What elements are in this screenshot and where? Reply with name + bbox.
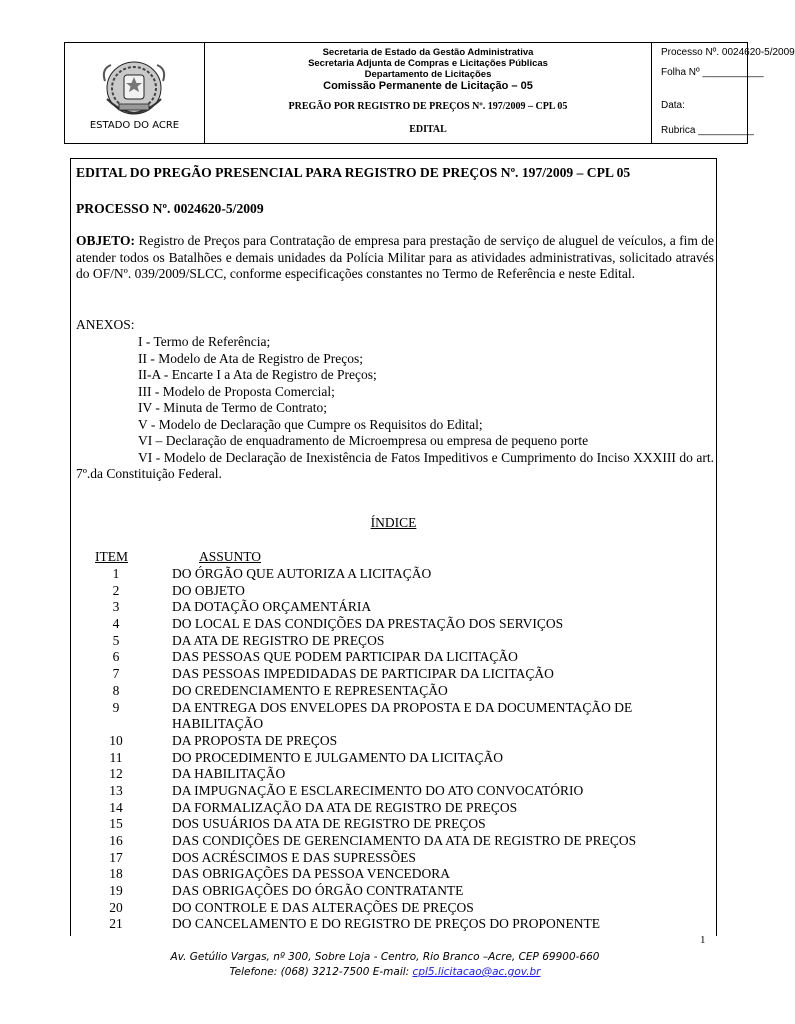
toc-row xyxy=(71,816,716,833)
table-of-contents xyxy=(71,566,716,933)
toc-row xyxy=(71,866,716,883)
toc-row xyxy=(71,583,716,600)
toc-item-header: ITEM xyxy=(95,549,128,564)
toc-title: DO OBJETO xyxy=(172,582,245,598)
pregao-title: PREGÃO POR REGISTRO DE PREÇOS Nº. 197/2009 – CPL 05 xyxy=(288,101,568,112)
state-name: ESTADO DO ACRE xyxy=(89,120,180,131)
toc-title: DA HABILITAÇÃO xyxy=(172,766,286,782)
anexo-item: II - Modelo de Ata de Registro de Preços; xyxy=(138,350,363,366)
toc-number: 4 xyxy=(112,616,120,632)
rubrica-field: Rubrica __________ xyxy=(661,125,754,136)
toc-number: 21 xyxy=(109,916,123,932)
toc-row xyxy=(71,733,716,750)
toc-row xyxy=(71,800,716,817)
toc-title: DAS PESSOAS IMPEDIDADAS DE PARTICIPAR DA LICITAÇÃO xyxy=(172,666,554,682)
agency-line-1: Secretaria de Estado da Gestão Administrativa xyxy=(322,47,534,58)
toc-number: 8 xyxy=(112,682,120,698)
toc-row xyxy=(71,900,716,917)
data-field: Data: xyxy=(661,100,685,111)
toc-number: 6 xyxy=(112,649,120,665)
header-logo-cell xyxy=(65,43,205,143)
toc-number: 10 xyxy=(109,732,123,748)
toc-title: DA IMPUGNAÇÃO E ESCLARECIMENTO DO ATO CONVOCATÓRIO xyxy=(172,782,584,798)
toc-row xyxy=(71,766,716,783)
toc-row xyxy=(71,850,716,867)
page-number: 1 xyxy=(700,934,706,946)
toc-row xyxy=(71,633,716,650)
toc-row xyxy=(71,883,716,900)
toc-title: DA ATA DE REGISTRO DE PREÇOS xyxy=(172,632,385,648)
edital-body xyxy=(70,158,717,936)
toc-number: 2 xyxy=(112,582,120,598)
edital-label: EDITAL xyxy=(409,124,447,135)
anexo-item: I - Termo de Referência; xyxy=(138,334,271,349)
toc-title: DAS CONDIÇÕES DE GERENCIAMENTO DA ATA DE REGISTRO DE PREÇOS xyxy=(172,833,637,849)
toc-number: 15 xyxy=(109,816,123,832)
toc-row xyxy=(71,833,716,850)
agency-line-2: Secretaria Adjunta de Compras e Licitações Públicas xyxy=(308,58,548,69)
toc-title: DO LOCAL E DAS CONDIÇÕES DA PRESTAÇÃO DOS SERVIÇOS xyxy=(172,616,564,632)
toc-row xyxy=(71,616,716,633)
toc-number: 20 xyxy=(109,899,123,915)
toc-number: 5 xyxy=(112,632,120,648)
toc-row xyxy=(71,783,716,800)
toc-title: DO CONTROLE E DAS ALTERAÇÕES DE PREÇOS xyxy=(172,899,474,915)
header-process-cell xyxy=(652,43,795,143)
anexo-item: III - Modelo de Proposta Comercial; xyxy=(138,383,335,399)
toc-title: DA PROPOSTA DE PREÇOS xyxy=(172,732,338,748)
toc-title: DA ENTREGA DOS ENVELOPES DA PROPOSTA E DA DOCUMENTAÇÃO DE HABILITAÇÃO xyxy=(172,699,633,732)
toc-number: 11 xyxy=(109,749,123,765)
toc-title: DAS OBRIGAÇÕES DO ÓRGÃO CONTRATANTE xyxy=(172,883,464,899)
folha-field: Folha Nº ___________ xyxy=(661,67,764,78)
toc-title: DAS PESSOAS QUE PODEM PARTICIPAR DA LICITAÇÃO xyxy=(172,649,518,665)
toc-title: DA DOTAÇÃO ORÇAMENTÁRIA xyxy=(172,599,372,615)
toc-number: 16 xyxy=(109,833,123,849)
toc-row xyxy=(71,916,716,933)
objeto-label: OBJETO: xyxy=(76,233,136,248)
anexo-item: VI - Modelo de Declaração de Inexistência de Fatos Impeditivos e Cumprimento do Inciso XXXIII do art. 7º.da Constituição Federal. xyxy=(76,449,714,481)
toc-number: 1 xyxy=(112,566,120,581)
toc-row xyxy=(71,649,716,666)
toc-title: DA FORMALIZAÇÃO DA ATA DE REGISTRO DE PREÇOS xyxy=(172,799,518,815)
toc-title: DO CREDENCIAMENTO E REPRESENTAÇÃO xyxy=(172,682,448,698)
toc-title: DOS USUÁRIOS DA ATA DE REGISTRO DE PREÇOS xyxy=(172,816,486,832)
anexos-label: ANEXOS: xyxy=(76,317,135,332)
toc-row xyxy=(71,666,716,683)
objeto-paragraph xyxy=(76,233,714,283)
agency-line-3: Departamento de Licitações xyxy=(364,69,492,80)
toc-title: DO PROCEDIMENTO E JULGAMENTO DA LICITAÇÃO xyxy=(172,749,504,765)
coat-of-arms-icon xyxy=(97,59,171,117)
processo-heading: PROCESSO Nº. 0024620-5/2009 xyxy=(76,201,264,216)
toc-title: DOS ACRÉSCIMOS E DAS SUPRESSÕES xyxy=(172,849,416,865)
objeto-text: Registro de Preços para Contratação de empresa para prestação de serviço de aluguel de veículos, a fim de atender todos os Batalhões e demais unidades da Polícia Militar para as atividades administrativas, solicitado através do OF/Nº. 039/2009/SLCC, conforme especificações constantes no Termo de Referência e neste Edital. xyxy=(76,233,715,281)
toc-number: 13 xyxy=(109,782,123,798)
toc-assunto-header: ASSUNTO xyxy=(199,549,262,564)
anexo-item: II-A - Encarte I a Ata de Registro de Preços; xyxy=(138,367,377,382)
toc-number: 9 xyxy=(112,699,120,715)
anexo-item: VI – Declaração de enquadramento de Microempresa ou empresa de pequeno porte xyxy=(138,433,589,448)
toc-row xyxy=(71,700,716,733)
toc-row xyxy=(71,683,716,700)
process-number: Processo Nº. 0024620-5/2009 xyxy=(661,47,795,58)
toc-row xyxy=(71,599,716,616)
toc-number: 19 xyxy=(109,883,123,899)
document-header xyxy=(64,42,795,144)
toc-title: DAS OBRIGAÇÕES DA PESSOA VENCEDORA xyxy=(172,866,451,882)
toc-title: DO CANCELAMENTO E DO REGISTRO DE PREÇOS DO PROPONENTE xyxy=(172,916,601,932)
toc-row xyxy=(71,750,716,767)
footer-phone: Telefone: (068) 3212-7500 E-mail: xyxy=(229,966,410,978)
anexos-list xyxy=(76,334,714,483)
header-agency-cell xyxy=(205,43,652,143)
agency-line-4: Comissão Permanente de Licitação – 05 xyxy=(323,80,533,92)
toc-number: 18 xyxy=(109,866,123,882)
indice-heading: ÍNDICE xyxy=(370,515,417,530)
footer-email-link[interactable]: cpl5.licitacao@ac.gov.br xyxy=(412,966,541,978)
toc-row xyxy=(71,566,716,583)
toc-title: DO ÓRGÃO QUE AUTORIZA A LICITAÇÃO xyxy=(172,566,432,581)
toc-number: 3 xyxy=(112,599,120,615)
edital-title: EDITAL DO PREGÃO PRESENCIAL PARA REGISTRO DE PREÇOS Nº. 197/2009 – CPL 05 xyxy=(76,165,631,180)
anexo-item: V - Modelo de Declaração que Cumpre os Requisitos do Edital; xyxy=(138,416,483,432)
footer-contact xyxy=(0,966,770,978)
footer-address: Av. Getúlio Vargas, nº 300, Sobre Loja - Centro, Rio Branco –Acre, CEP 69900-660 xyxy=(170,951,600,963)
toc-number: 12 xyxy=(109,766,123,782)
toc-number: 7 xyxy=(112,666,120,682)
toc-number: 14 xyxy=(109,799,123,815)
anexo-item: IV - Minuta de Termo de Contrato; xyxy=(138,400,328,415)
toc-number: 17 xyxy=(109,849,123,865)
